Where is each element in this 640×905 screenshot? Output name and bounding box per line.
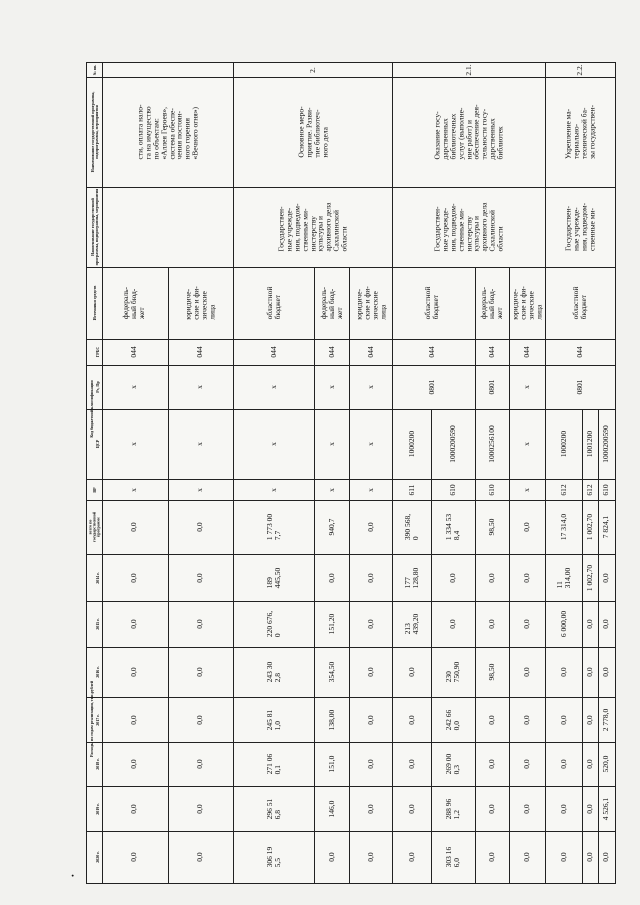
legal-entities-value: 0,0 [195,759,205,769]
legal-entities-source: юридиче- ские и фи- зические лица [510,286,543,320]
legal-entities-csr: x [522,442,532,446]
fed-budget-source: федераль- ный бюд- жет [479,286,504,320]
regional-budget-rz: x [269,385,279,389]
executor-name: Государствен- ные учрежде- ния, подведом- ственные ми- нистерству культуры и архивного дела Сахалинской области [432,202,505,252]
regional-budget-sub-value: 0,0 [559,803,569,814]
legal-entities-value: 0,0 [366,667,376,677]
sub-row-rule [598,409,599,883]
legal-entities-grbs: 044 [366,346,376,358]
column-rule [87,267,615,268]
legal-entities-value: 0,0 [366,852,376,862]
legal-entities-source: юридиче- ские и фи- зические лица [183,286,216,320]
header-year: 2019 г. [94,802,100,815]
column-rule [87,479,615,480]
legal-entities-value: 0,0 [195,619,205,629]
legal-entities-value: 0,0 [195,667,205,677]
header-year: 2016 г. [94,666,100,678]
legal-entities-value: 0,0 [522,572,532,583]
sub-row-rule [509,267,510,883]
header-row-no: № пп. [91,64,97,76]
fed-budget-vr: 610 [487,483,497,496]
regional-budget-b-value: 288 96 1,2 [444,798,461,819]
regional-budget-sub-value: 0,0 [559,667,569,677]
legal-entities-vr: x [522,487,532,492]
header-year: 2018 г. [94,758,100,770]
legal-entities-value: 0,0 [366,619,376,629]
column-rule [87,339,615,340]
fed-budget-value: 98,50 [487,518,497,536]
column-rule [87,647,615,648]
legal-entities-rz: x [366,385,376,389]
regional-budget-value: 1 773 00 7,7 [265,513,282,541]
regional-budget-vr: x [269,487,279,492]
regional-budget-sub-value: 0,0 [601,572,611,583]
measure-name: Основное меро- приятие. Разви- тие библиотеч- ного дела [295,106,329,158]
regional-budget-sub-value: 0,0 [559,759,569,769]
header-year: 2020 г. [94,851,100,863]
regional-budget-b-value: 242 66 0,0 [444,709,461,730]
regional-budget-sub-value: 1 002,70 [585,513,595,541]
legal-entities-csr: x [366,442,376,446]
regional-budget-sub-value: 520,0 [601,755,611,773]
fed-budget-value: 0,0 [129,759,139,769]
column-rule [87,831,615,832]
scan-speck: · [70,868,76,885]
measure-name: сти, оплата нало- га на имущество по объектам: «Аллея Героев», система обеспе- чения постоян- ного горения «Вечного огня») [135,104,200,160]
column-rule [87,500,615,501]
regional-budget-csr: x [269,442,279,446]
regional-budget-sub-value: 0,0 [601,852,611,862]
legal-entities-value: 0,0 [522,803,532,814]
legal-entities-value: 0,0 [195,803,205,814]
header-rz-pr: Рз, Пр [94,381,100,393]
legal-entities-vr: x [366,487,376,492]
regional-budget-sub-value: 0,0 [585,803,595,814]
fed-budget-csr: x [129,442,139,446]
regional-budget-sub-value: 6 000,00 [559,610,569,638]
regional-budget-sub-value: 0,0 [559,852,569,862]
regional-budget-grbs: 044 [575,346,585,358]
regional-budget-sub-value: 0,0 [585,619,595,629]
regional-budget-b-csr: 1000200590 [448,425,458,463]
measure-name: Оказание госу- дарственных библиотечных услуг (выполне- ние работ) и обеспечение дея- тельности госу- дарственных библиотек [432,104,505,160]
fed-budget-value: 151,20 [327,613,337,635]
sub-row-rule [431,409,432,883]
column-rule [87,409,615,410]
regional-budget-a-csr: 1000200 [407,430,417,458]
regional-budget-sub-vr: 612 [585,483,595,496]
expenses-table [86,62,616,884]
regional-budget-b-value: 269 00 0,3 [444,753,461,775]
regional-budget-sub-value: 0,0 [585,714,595,725]
legal-entities-value: 0,0 [366,522,376,532]
regional-budget-sub-value: 2 778,0 [601,708,611,731]
regional-budget-sub-value: 0,0 [601,667,611,677]
regional-budget-a-value: 0,0 [407,667,417,677]
regional-budget-grbs: 044 [269,346,279,358]
regional-budget-b-value: 0,0 [448,572,458,583]
regional-budget-sub-value: 0,0 [585,759,595,769]
regional-budget-b-value: 230 750,90 [444,661,461,683]
header-vr: ВР [91,486,97,493]
fed-budget-value: 0,0 [487,572,497,583]
header-grbs: ГРБС [94,346,100,358]
regional-budget-sub-value: 17 314,0 [559,513,569,541]
sub-row-rule [168,267,169,883]
regional-budget-a-value: 177 128,80 [403,567,420,588]
legal-entities-rz: x [195,385,205,389]
header-year: 2014 г. [94,571,100,584]
legal-entities-csr: x [195,442,205,446]
regional-budget-a-value: 213 439,20 [403,613,420,635]
fed-budget-grbs: 044 [129,346,139,358]
legal-entities-value: 0,0 [195,572,205,583]
column-rule [87,742,615,743]
header-year: 2015 г. [94,618,100,630]
fed-budget-value: 0,0 [487,852,497,862]
fed-budget-csr: 1000256100 [487,425,497,463]
fed-budget-value: 0,0 [129,852,139,862]
fed-budget-rz: x [129,385,139,389]
sub-row-rule [314,267,315,883]
fed-budget-value: 0,0 [327,572,337,583]
row-rule [392,63,393,883]
header-budget-code: Код бюджетной классификации [88,380,94,438]
fed-budget-value: 940,7 [327,518,337,536]
regional-budget-sub-csr: 1000200590 [601,425,611,463]
regional-budget-sub-value: 11 314,00 [555,567,572,588]
legal-entities-value: 0,0 [366,803,376,814]
legal-entities-value: 0,0 [195,852,205,862]
legal-entities-grbs: 044 [522,346,532,358]
legal-entities-value: 0,0 [195,714,205,725]
regional-budget-value: 245 81 1,0 [265,709,282,730]
fed-budget-source: федераль- ный бюд- жет [319,286,344,320]
fed-budget-value: 0,0 [129,522,139,532]
legal-entities-value: 0,0 [366,572,376,583]
regional-budget-value: 306 19 5,5 [265,846,282,868]
regional-budget-sub-value: 0,0 [585,667,595,677]
column-rule [87,786,615,787]
legal-entities-grbs: 044 [195,346,205,358]
fed-budget-value: 0,0 [487,714,497,725]
legal-entities-value: 0,0 [522,522,532,532]
regional-budget-b-value: 303 16 6,0 [444,846,461,868]
legal-entities-value: 0,0 [522,619,532,629]
regional-budget-value: 271 06 0,1 [265,753,282,775]
fed-budget-value: 0,0 [129,714,139,725]
fed-budget-value: 0,0 [129,803,139,814]
row-rule [233,63,234,883]
measure-name: Укрепление ма- териально- технической ба- зы государствен- [563,104,596,160]
fed-budget-value: 0,0 [327,852,337,862]
regional-budget-a-value: 390 568, 0 [403,513,420,541]
regional-budget-sub-value: 0,0 [601,619,611,629]
regional-budget-sub-csr: 1000200 [559,430,569,458]
regional-budget-sub-vr: 612 [559,483,569,496]
regional-budget-a-value: 0,0 [407,714,417,725]
regional-budget-a-vr: 611 [407,484,417,495]
regional-budget-sub-vr: 610 [601,483,611,496]
regional-budget-grbs: 044 [427,346,437,358]
header-csr: ЦСР [94,439,100,449]
legal-entities-value: 0,0 [522,667,532,677]
fed-budget-value: 146,0 [327,800,337,817]
fed-budget-vr: x [129,487,139,492]
regional-budget-value: 220 676, 0 [265,610,282,638]
sub-row-rule [475,267,476,883]
column-rule [87,365,615,366]
fed-budget-rz: x [327,385,337,389]
regional-budget-rz: 0801 [575,379,585,395]
fed-budget-source: федераль- ный бюд- жет [121,286,146,320]
fed-budget-value: 98,50 [487,663,497,681]
regional-budget-rz: 0801 [427,379,437,395]
fed-budget-value: 0,0 [487,619,497,629]
fed-budget-value: 0,0 [487,759,497,769]
header-expenses: Расходы по годам реализации, тыс.рублей [88,680,94,757]
regional-budget-a-value: 0,0 [407,759,417,769]
header-executor: Наименование государственной программы, подпрограммы, мероприятия [89,188,99,266]
legal-entities-value: 0,0 [522,852,532,862]
column-rule [87,187,615,188]
regional-budget-b-vr: 610 [448,483,458,496]
fed-budget-value: 138,00 [327,709,337,730]
regional-budget-b-value: 0,0 [448,619,458,629]
legal-entities-value: 0,0 [366,714,376,725]
sub-row-rule [582,409,583,883]
column-rule [87,601,615,602]
regional-budget-sub-csr: 1001200 [585,430,595,458]
regional-budget-sub-value: 0,0 [585,852,595,862]
fed-budget-value: 0,0 [487,803,497,814]
regional-budget-value: 243 30 2,8 [265,661,282,683]
row-number: 2.1. [463,64,473,76]
executor-name: Государствен- ные учрежде- ния, подведом- ственные ми- нистерству культуры и архивного дела Сахалинской области [276,202,349,252]
regional-budget-sub-value: 1 002,70 [585,564,595,591]
regional-budget-a-value: 0,0 [407,852,417,862]
legal-entities-value: 0,0 [522,714,532,725]
legal-entities-value: 0,0 [522,759,532,769]
fed-budget-value: 0,0 [129,572,139,583]
legal-entities-vr: x [195,487,205,492]
legal-entities-source: юридиче- ские и фи- зические лица [354,286,387,320]
regional-budget-sub-value: 7 824,1 [601,515,611,539]
header-year: 2017 г. [94,713,100,726]
row-number: 2. [307,67,317,73]
header-name: Наименование государственной программы, подпрограммы, мероприятия [89,91,99,173]
header-source: Источники средств [91,285,97,321]
fed-budget-grbs: 044 [327,346,337,358]
fed-budget-value: 354,50 [327,661,337,683]
executor-name: Государствен- ные учрежде- ния, подведом- ственные ми- [563,203,596,251]
regional-budget-value: 296 51 6,8 [265,798,282,819]
fed-budget-value: 0,0 [129,619,139,629]
regional-budget-b-value: 1 334 53 8,4 [444,513,461,541]
legal-entities-rz: x [522,385,532,389]
regional-budget-source: областной бюджет [423,286,440,320]
header-row-rule [102,63,103,883]
regional-budget-value: 189 445,50 [265,567,282,588]
fed-budget-value: 0,0 [129,667,139,677]
regional-budget-source: областной бюджет [265,286,282,320]
fed-budget-value: 151,0 [327,755,337,773]
row-number: 2.2. [575,64,585,76]
fed-budget-rz: 0801 [487,379,497,395]
column-rule [87,554,615,555]
header-total: всего по государственной программе [87,511,101,543]
row-rule [545,63,546,883]
regional-budget-source: областной бюджет [571,286,588,320]
legal-entities-value: 0,0 [195,522,205,532]
fed-budget-grbs: 044 [487,346,497,358]
fed-budget-csr: x [327,442,337,446]
regional-budget-a-value: 0,0 [407,803,417,814]
column-rule [87,77,615,78]
fed-budget-vr: x [327,487,337,492]
regional-budget-sub-value: 4 526,1 [601,797,611,820]
column-rule [87,697,615,698]
legal-entities-value: 0,0 [366,759,376,769]
regional-budget-sub-value: 0,0 [559,714,569,725]
sub-row-rule [349,267,350,883]
